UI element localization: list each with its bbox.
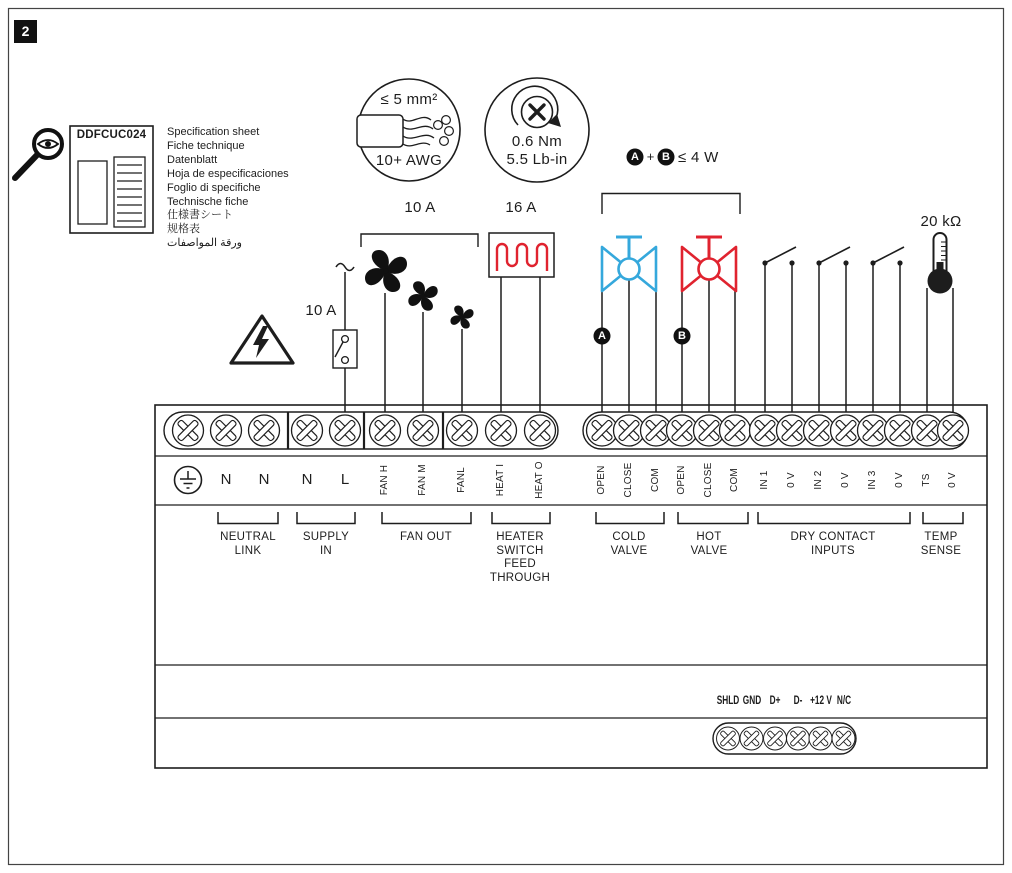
doc-title-line: 规格表 <box>167 223 200 236</box>
group-label-line: FAN OUT <box>400 531 452 543</box>
power-limit-label: ≤ 4 W <box>678 149 719 166</box>
terminal-label-fan-m: FAN M <box>417 464 428 496</box>
screw-terminal-icon <box>809 727 832 750</box>
dry-contact-switch-icon <box>816 247 850 266</box>
terminal-label-hot-open: OPEN <box>676 465 687 495</box>
group-brackets <box>218 512 963 524</box>
screw-terminal-icon <box>614 415 645 446</box>
screw-terminal-icon <box>211 415 242 446</box>
power-badge-b: B <box>662 150 670 163</box>
wire-badge-b: B <box>678 329 686 342</box>
terminal-label-in1: IN 1 <box>759 470 770 490</box>
terminal-label-cold-close: CLOSE <box>623 462 634 498</box>
terminal-label-heat-i: HEAT I <box>495 463 506 497</box>
dry-contact-switch-icon <box>762 247 796 266</box>
group-label-line: HEATER <box>496 531 544 543</box>
terminal-label-0v-3: 0 V <box>894 472 905 488</box>
comms-label-nc: N/C <box>836 694 851 708</box>
terminal-label-ts: TS <box>921 473 932 487</box>
screw-terminal-icon <box>740 727 763 750</box>
terminal-strip-main-left <box>164 412 558 449</box>
comms-label-12v: +12 V <box>809 694 832 708</box>
screw-terminal-icon <box>832 727 855 750</box>
doc-title-line: Fiche technique <box>167 139 245 152</box>
screw-terminal-icon <box>447 415 478 446</box>
group-label-line: TEMP <box>924 531 958 543</box>
terminal-label-hot-com: COM <box>729 468 740 492</box>
doc-title-line: Foglio di specifiche <box>167 181 261 194</box>
screw-terminal-icon <box>408 415 439 446</box>
group-label-line: SENSE <box>920 544 962 557</box>
terminal-label-in2: IN 2 <box>813 470 824 490</box>
doc-title-line: Specification sheet <box>167 126 260 138</box>
screw-terminal-icon <box>587 415 618 446</box>
group-label-line: SUPPLY <box>302 531 350 543</box>
comms-label-gnd: GND <box>742 694 761 708</box>
torque-nm-label: 0.6 Nm <box>511 133 563 150</box>
group-label-line: LINK <box>234 544 262 557</box>
terminal-label-0v-4: 0 V <box>947 472 958 488</box>
step-number-badge: 2 <box>14 20 37 43</box>
doc-title-line: Technische fiche <box>167 195 249 208</box>
terminal-label-n1: N <box>220 471 232 488</box>
group-label-line: COLD <box>612 531 646 543</box>
screw-terminal-icon <box>173 415 204 446</box>
comms-label-dminus: D- <box>793 694 803 708</box>
fan-icon <box>450 305 473 328</box>
group-label-hot-valve <box>659 531 759 558</box>
group-label-line: INPUTS <box>811 544 855 557</box>
terminal-label-0v-2: 0 V <box>840 472 851 488</box>
screw-terminal-icon <box>525 415 556 446</box>
terminal-label-heat-o: HEAT O <box>534 461 545 499</box>
group-label-heater <box>470 531 570 585</box>
comms-label-dplus: D+ <box>769 694 781 708</box>
terminal-label-in3: IN 3 <box>867 470 878 490</box>
fan-rating-label: 10 A <box>404 199 436 216</box>
controller-body <box>155 405 987 768</box>
group-label-line: HOT <box>696 531 722 543</box>
doc-title-line: 仕様書シート <box>167 209 233 222</box>
protective-earth-icon <box>175 467 202 494</box>
supply-fuse-rating-label: 10 A <box>305 302 337 319</box>
temp-sensor-icon <box>927 233 953 412</box>
screw-terminal-icon <box>486 415 517 446</box>
screw-terminal-icon <box>804 415 835 446</box>
group-label-line: NEUTRAL <box>220 531 276 543</box>
fan-icons <box>365 250 474 412</box>
group-label-temp-sense <box>891 531 991 558</box>
wire-badge-a: A <box>598 329 606 342</box>
screw-terminal-icon <box>750 415 781 446</box>
terminal-label-n3: N <box>301 471 313 488</box>
doc-title-list <box>167 126 289 251</box>
terminal-strip-main-right <box>583 412 969 449</box>
group-label-fan-out <box>376 531 476 545</box>
group-label-line: FEED <box>504 558 536 570</box>
screw-terminal-icon <box>777 415 808 446</box>
electric-shock-warning-icon <box>231 316 293 363</box>
torque-lbin-label: 5.5 Lb-in <box>506 151 568 168</box>
screw-terminal-icon <box>764 727 787 750</box>
power-badge-a: A <box>631 150 639 163</box>
magnifier-eye-icon <box>15 130 62 178</box>
terminal-label-0v-1: 0 V <box>786 472 797 488</box>
fan-group-bracket <box>361 234 478 247</box>
group-label-line: SWITCH <box>496 544 544 557</box>
temp-sensor-rating-label: 20 kΩ <box>920 213 962 230</box>
screw-terminal-icon <box>831 415 862 446</box>
terminal-label-cold-open: OPEN <box>596 465 607 495</box>
screw-terminal-icon <box>249 415 280 446</box>
model-label: DDFCUC024 <box>76 129 147 141</box>
valve-section <box>594 237 737 412</box>
screw-terminal-icon <box>292 415 323 446</box>
terminal-label-l: L <box>340 471 350 488</box>
fan-icon <box>365 250 407 292</box>
doc-title-line: Datenblatt <box>167 153 218 166</box>
wire-gauge-metric-label: ≤ 5 mm² <box>380 91 438 108</box>
dry-contact-switch-icon <box>870 247 904 266</box>
group-label-line: DRY CONTACT <box>790 531 876 543</box>
heater-rating-label: 16 A <box>505 199 537 216</box>
terminal-label-hot-close: CLOSE <box>703 462 714 498</box>
power-plus-sign: + <box>646 149 655 164</box>
fan-icon <box>408 281 437 310</box>
screw-terminal-icon <box>858 415 889 446</box>
screw-terminal-icon <box>370 415 401 446</box>
group-label-line: VALVE <box>690 544 728 557</box>
screw-terminal-icon <box>938 415 969 446</box>
screw-terminal-icon <box>787 727 810 750</box>
terminal-label-n2: N <box>258 471 270 488</box>
group-label-line: IN <box>319 544 333 557</box>
supply-fuse-icon <box>333 264 357 413</box>
screw-terminal-icon <box>717 727 740 750</box>
screw-terminal-icon <box>667 415 698 446</box>
group-label-line: THROUGH <box>489 571 551 584</box>
screw-terminal-icon <box>330 415 361 446</box>
dry-contact-switches <box>762 247 904 412</box>
terminal-label-cold-com: COM <box>650 468 661 492</box>
group-label-supply-in <box>276 531 376 558</box>
terminal-strip-comms <box>713 723 856 754</box>
doc-title-line: ورقة المواصفات <box>167 237 242 250</box>
spec-document-icon <box>70 126 153 233</box>
screw-terminal-icon <box>720 415 751 446</box>
doc-title-line: Hoja de especificaciones <box>167 167 289 180</box>
heater-element-icon <box>489 233 554 412</box>
group-label-dry-contact <box>763 531 903 558</box>
group-label-line: VALVE <box>610 544 648 557</box>
terminal-label-fan-h: FAN H <box>379 464 390 496</box>
screw-terminal-icon <box>885 415 916 446</box>
terminal-label-fan-l: FANL <box>456 467 467 493</box>
comms-label-shld: SHLD <box>716 694 740 708</box>
wire-gauge-awg-label: 10+ AWG <box>375 152 443 169</box>
